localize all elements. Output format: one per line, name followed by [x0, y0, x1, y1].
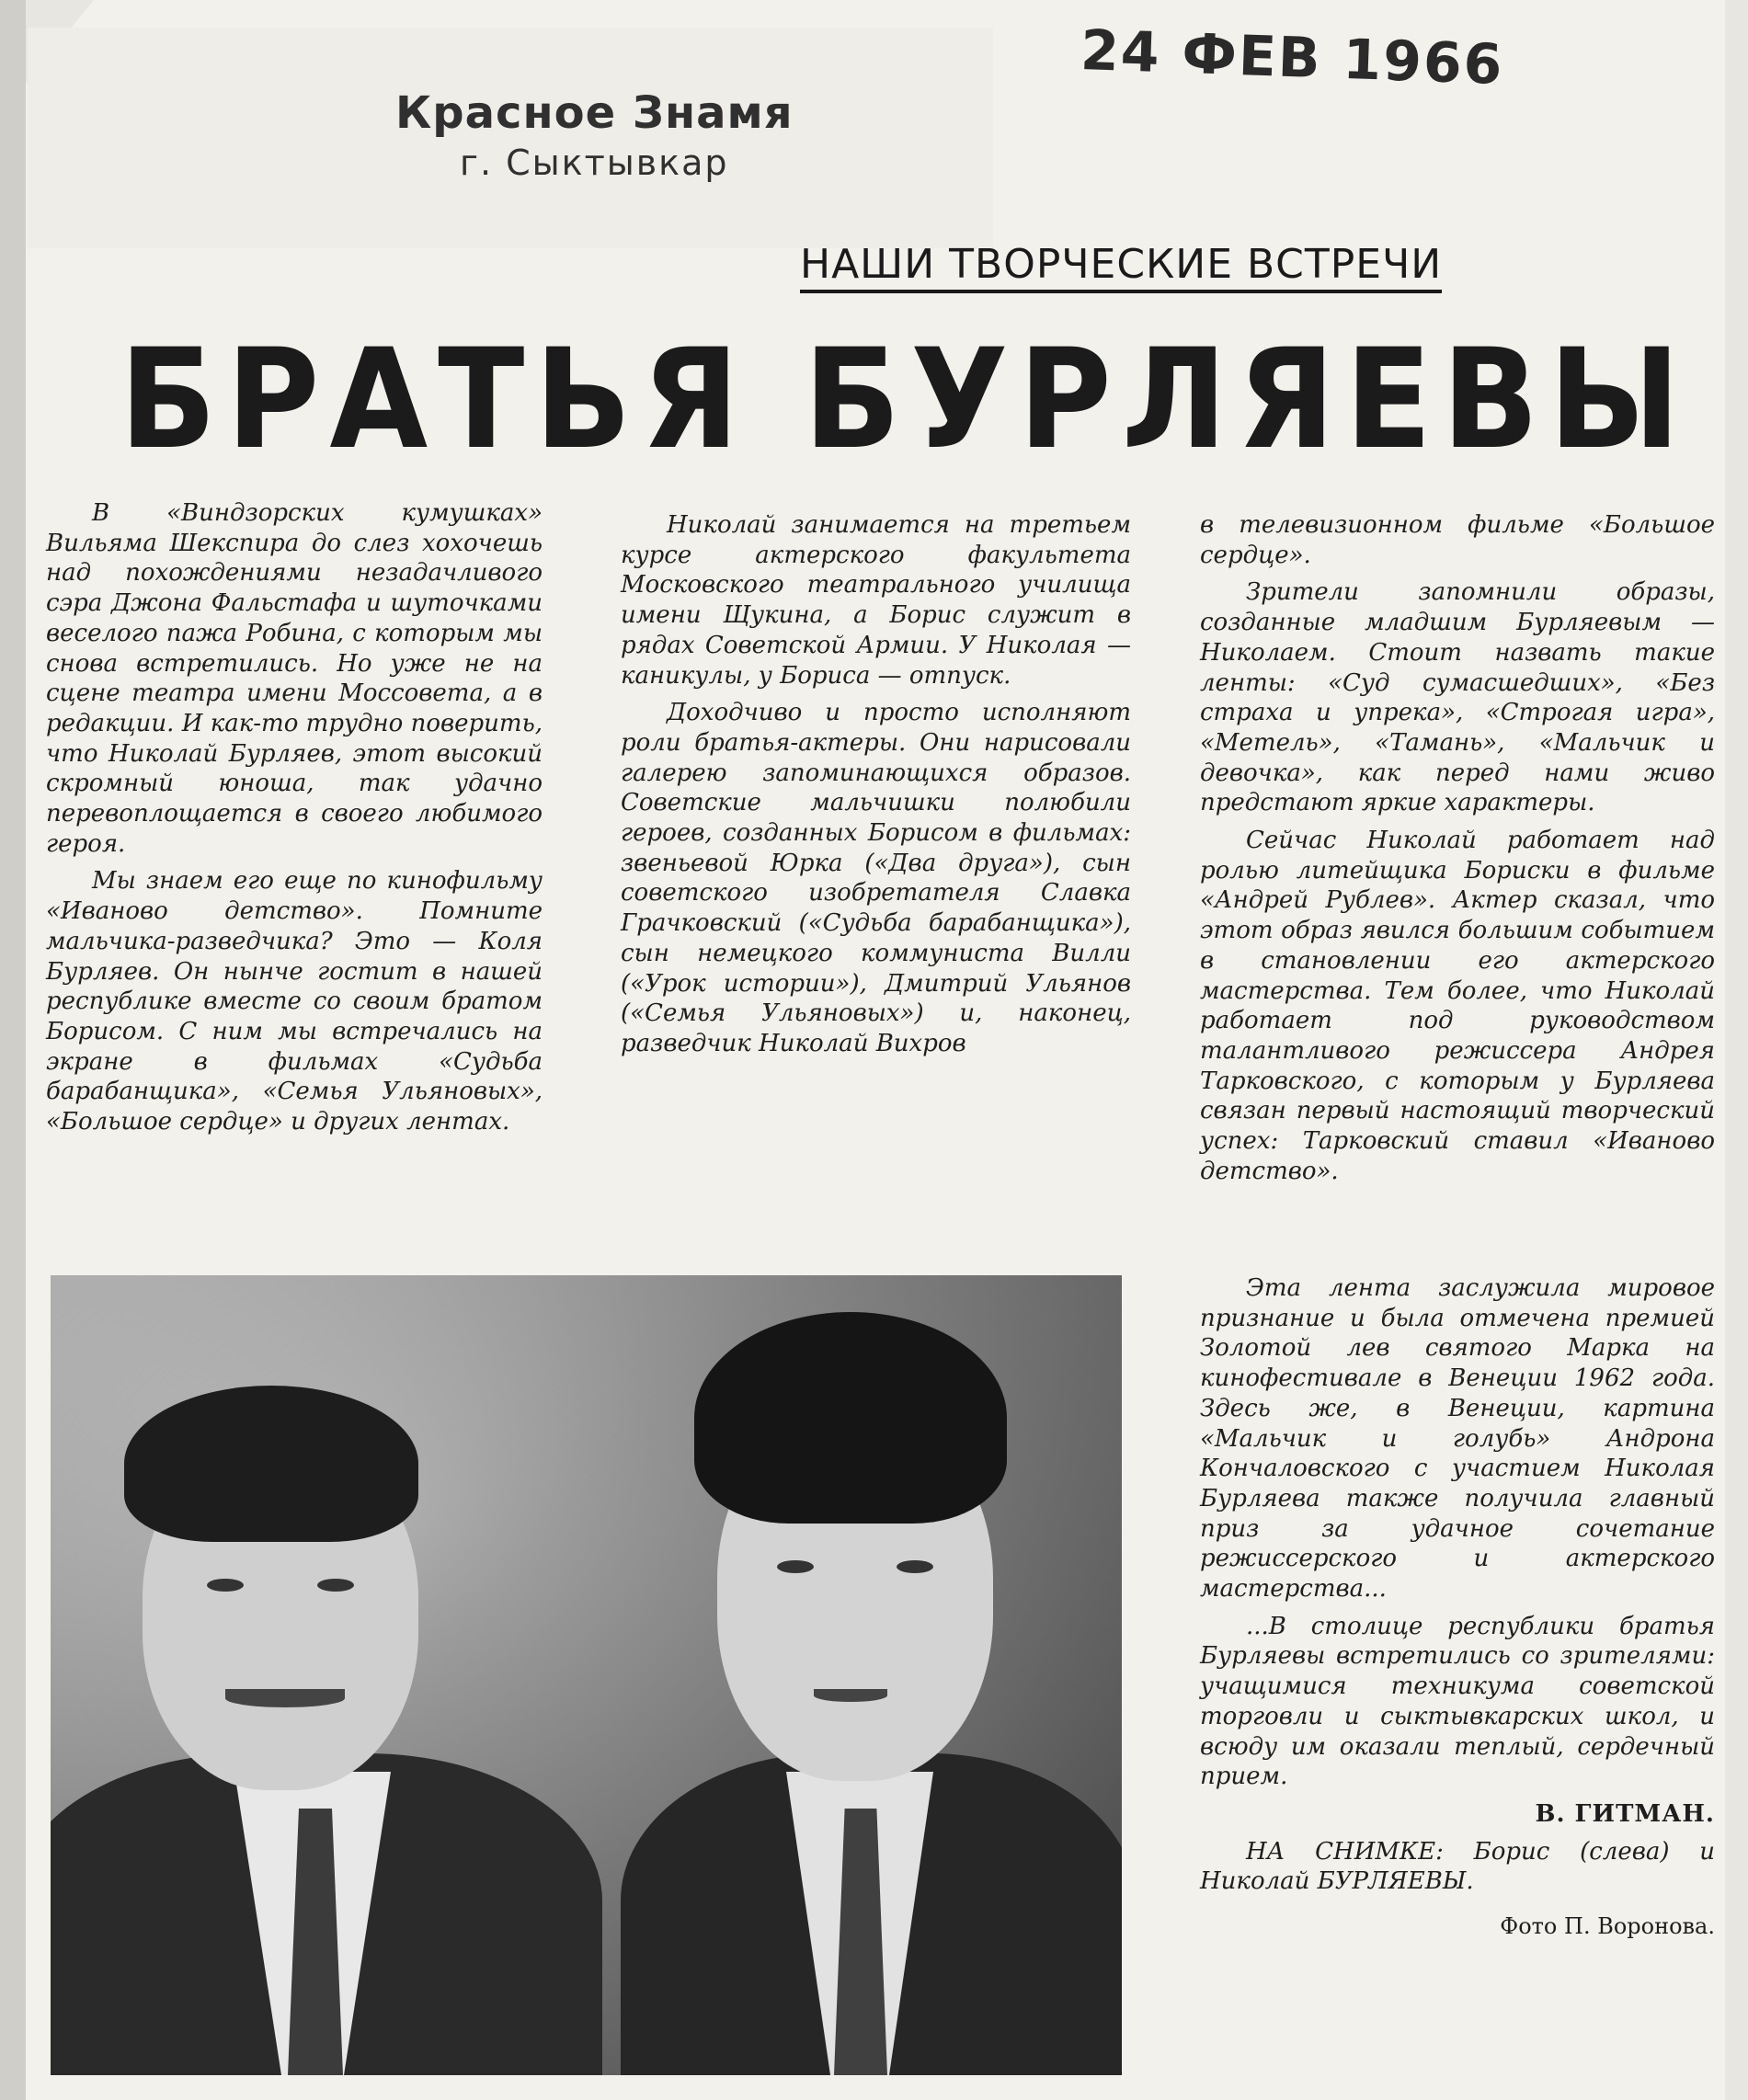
paragraph: Доходчиво и просто исполняют роли братья-актеры. Они нарисовали галерею запоминающихся образов. Советские мальчишки полюбили героев, созданных Борисом в фильмах: звеньевой Юрка («Два друга»), сын советского изобретателя Славка Грачковский («Судьба барабанщика»), сын немецкого коммуниста Вилли («Урок истории»), Дмитрий Ульянов («Семья Ульяновых») и, наконец, разведчик Николай Вихров [621, 699, 1131, 1057]
mouth [814, 1689, 887, 1702]
paragraph: Мы знаем его еще по кинофильму «Иваново детство». Помните мальчика-разведчика? Это — Коля Бурляев. Он нынче гостит в нашей республике вместе со своим братом Борисом. С ним мы встречались на экране в фильмах «Судьба барабанщика», «Семья Ульяновых», «Большое сердце» и других лентах. [46, 867, 543, 1136]
eye [207, 1579, 244, 1592]
article-column-3 [1200, 510, 1715, 1193]
photo-caption: НА СНИМКЕ: Борис (слева) и Николай БУРЛЯЕВЫ. [1200, 1837, 1715, 1896]
hair [694, 1312, 1007, 1524]
rubric-heading: НАШИ ТВОРЧЕСКИЕ ВСТРЕЧИ [800, 241, 1442, 293]
newspaper-stamp [395, 87, 794, 183]
date-stamp: 24 ФЕВ 1966 [1079, 17, 1505, 98]
paragraph: ...В столице республики братья Бурляевы встретились со зрителями: учащимися техникума советской торговли и сыктывкарских школ, и всюду им оказали теплый, сердечный прием. [1200, 1612, 1715, 1791]
author-signature: В. ГИТМАН. [1535, 1799, 1715, 1828]
headline: БРАТЬЯ БУРЛЯЕВЫ [120, 320, 1691, 480]
scan-border [0, 0, 26, 2100]
article-column-1 [46, 498, 543, 1145]
paragraph: Зрители запомнили образы, созданные младшим Бурляевым — Николаем. Стоит назвать такие ленты: «Суд сумасшедших», «Без страха и упрека», «Строгая игра», «Метель», «Тамань», «Мальчик и девочка», как перед нами живо предстают яркие характеры. [1200, 578, 1715, 817]
article-column-2 [621, 510, 1131, 1067]
eye [777, 1560, 814, 1573]
photo-credit: Фото П. Воронова. [1500, 1913, 1715, 1940]
eye [897, 1560, 933, 1573]
mouth [225, 1689, 345, 1707]
paragraph: в телевизионном фильме «Большое сердце». [1200, 511, 1715, 569]
stamp-city: г. Сыктывкар [460, 143, 729, 183]
paragraph: Николай занимается на третьем курсе актерского факультета Московского театрального училища имени Щукина, а Борис служит в рядах Советской Армии. У Николая — каникулы, у Бориса — отпуск. [621, 511, 1131, 690]
eye [317, 1579, 354, 1592]
stamp-newspaper-name: Красное Знамя [395, 87, 794, 139]
paragraph: Эта лента заслужила мировое признание и была отмечена премией Золотой лев святого Марка на кинофестивале в Венеции 1962 года. Здесь же, в Венеции, картина «Мальчик и голубь» Андрона Кончаловского с участием Николая Бурляева также получила главный приз за удачное сочетание режиссерского и актерского мастерства... [1200, 1274, 1715, 1604]
paragraph: Сейчас Николай работает над ролью литейщика Бориски в фильме «Андрей Рублев». Актер сказал, что этот образ явился большим событием в становлении его актерского мастерства. Тем более, что Николай работает под руководством талантливого режиссера Андрея Тарковского, с которым у Бурляева связан первый настоящий творческий успех: Тарковский ставил «Иваново детство». [1200, 827, 1715, 1185]
paragraph: В «Виндзорских кумушках» Вильяма Шекспира до слез хохочешь над похождениями незадачливого сэра Джона Фальстафа и шуточками веселого пажа Робина, с которым мы снова встретились. Но уже не на сцене театра имени Моссовета, а в редакции. И как-то трудно поверить, что Николай Бурляев, этот высокий скромный юноша, так удачно перевоплощается в своего любимого героя. [46, 499, 543, 858]
photo-burlyaev-brothers [51, 1275, 1122, 2075]
article-column-3-continued [1200, 1273, 1715, 1949]
hair [124, 1386, 418, 1542]
